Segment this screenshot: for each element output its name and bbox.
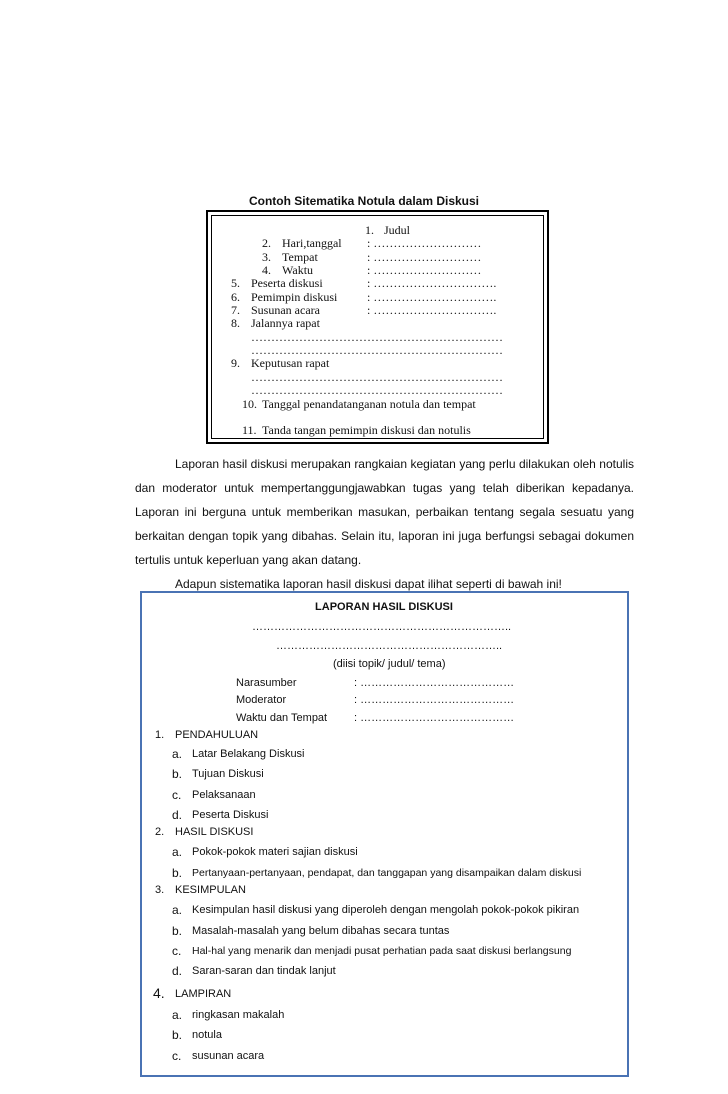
- notula-item-num: 2.: [262, 236, 271, 250]
- item-letter: d.: [172, 808, 183, 822]
- notula-item-label: Tanda tangan pemimpin diskusi dan notulis: [262, 423, 471, 437]
- notula-item-label: Jalannya rapat: [251, 316, 320, 330]
- item-letter: a.: [172, 747, 183, 761]
- item-letter: c.: [172, 944, 182, 958]
- item-letter: c.: [172, 1049, 182, 1063]
- notula-item-label: Judul: [384, 223, 411, 237]
- notula-item-fill: : ………………………: [367, 250, 482, 264]
- notula-dots-line: ………………………………………………………: [251, 330, 503, 344]
- item-text: Kesimpulan hasil diskusi yang diperoleh dengan mengolah pokok-pokok pikiran: [192, 904, 580, 916]
- item-text: Pokok-pokok materi sajian diskusi: [192, 846, 358, 858]
- section-num: 4.: [153, 985, 165, 1001]
- item-letter: a.: [172, 845, 183, 859]
- notula-item-label: Peserta diskusi: [251, 276, 323, 290]
- notula-dots-line: ………………………………………………………: [251, 383, 503, 397]
- item-text: Hal-hal yang menarik dan menjadi pusat perhatian pada saat diskusi berlangsung: [192, 945, 572, 957]
- item-letter: c.: [172, 788, 182, 802]
- item-text: Saran-saran dan tindak lanjut: [192, 965, 336, 977]
- item-letter: b.: [172, 1028, 183, 1042]
- notula-title: Contoh Sitematika Notula dalam Diskusi: [248, 194, 480, 208]
- section-num: 2.: [155, 826, 165, 838]
- item-text: Peserta Diskusi: [192, 809, 269, 821]
- notula-item-num: 10.: [242, 397, 257, 411]
- notula-dots-line: ………………………………………………………: [251, 370, 503, 384]
- item-letter: a.: [172, 903, 183, 917]
- section-title: LAMPIRAN: [175, 988, 232, 1000]
- notula-item-num: 5.: [231, 276, 240, 290]
- notula-dots-line: ………………………………………………………: [251, 343, 503, 357]
- field-fill: : ……………………………………: [354, 677, 515, 689]
- notula-item-label: Susunan acara: [251, 303, 320, 317]
- notula-item-label: Waktu: [282, 263, 314, 277]
- item-letter: b.: [172, 924, 183, 938]
- item-text: Pertanyaan-pertanyaan, pendapat, dan tanggapan yang disampaikan dalam diskusi: [192, 867, 582, 879]
- item-text: Tujuan Diskusi: [192, 768, 264, 780]
- item-letter: d.: [172, 964, 183, 978]
- laporan-title: LAPORAN HASIL DISKUSI: [315, 601, 453, 613]
- section-num: 3.: [155, 884, 165, 896]
- notula-item-num: 9.: [231, 356, 240, 370]
- notula-item-label: Pemimpin diskusi: [251, 290, 338, 304]
- field-fill: : ……………………………………: [354, 712, 515, 724]
- item-text: susunan acara: [192, 1050, 265, 1062]
- notula-item-num: 1.: [365, 223, 374, 237]
- item-text: notula: [192, 1029, 222, 1041]
- laporan-description: [135, 452, 634, 596]
- notula-item-num: 11.: [242, 423, 257, 437]
- field-label: Narasumber: [236, 677, 297, 689]
- notula-item-num: 7.: [231, 303, 240, 317]
- notula-item-label: Tempat: [282, 250, 318, 264]
- notula-item-num: 6.: [231, 290, 240, 304]
- notula-item-fill: : ………………………: [367, 263, 482, 277]
- item-text: Latar Belakang Diskusi: [192, 748, 305, 760]
- notula-item-label: Keputusan rapat: [251, 356, 330, 370]
- notula-item-fill: : ………………………: [367, 236, 482, 250]
- paragraph-2: Adapun sistematika laporan hasil diskusi dapat ilihat seperti di bawah ini!: [175, 577, 562, 591]
- laporan-dots-line: ……………………………………………………………..: [252, 621, 512, 633]
- notula-item-fill: : ………………………….: [367, 303, 497, 317]
- notula-item-fill: : ………………………….: [367, 290, 497, 304]
- notula-item-num: 3.: [262, 250, 271, 264]
- item-text: ringkasan makalah: [192, 1009, 285, 1021]
- notula-item-label: Hari,tanggal: [282, 236, 342, 250]
- laporan-dots-line: ……………………………………………………..: [276, 640, 503, 652]
- item-letter: b.: [172, 866, 183, 880]
- paragraph-1: Laporan hasil diskusi merupakan rangkaian kegiatan yang perlu dilakukan oleh notulis dan moderator untuk mempertanggungjawabkan tugas yang telah diberikan kepadanya. Laporan ini berguna untuk memberikan masukan, perbaikan tentang segala sesuatu yang berkaitan dengan topik yang dibahas. Selain itu, laporan ini juga berfungsi sebagai dokumen tertulis untuk keperluan yang akan datang.: [135, 457, 634, 567]
- section-num: 1.: [155, 729, 165, 741]
- laporan-subtitle: (diisi topik/ judul/ tema): [333, 658, 446, 670]
- section-title: HASIL DISKUSI: [175, 826, 254, 838]
- section-title: PENDAHULUAN: [175, 729, 259, 741]
- item-letter: b.: [172, 767, 183, 781]
- field-label: Moderator: [236, 694, 287, 706]
- field-fill: : ……………………………………: [354, 694, 515, 706]
- notula-item-label: Tanggal penandatanganan notula dan tempat: [262, 397, 476, 411]
- notula-item-fill: : ………………………….: [367, 276, 497, 290]
- item-letter: a.: [172, 1008, 183, 1022]
- item-text: Pelaksanaan: [192, 789, 256, 801]
- notula-item-num: 8.: [231, 316, 240, 330]
- field-label: Waktu dan Tempat: [236, 712, 328, 724]
- section-title: KESIMPULAN: [175, 884, 246, 896]
- notula-item-num: 4.: [262, 263, 271, 277]
- item-text: Masalah-masalah yang belum dibahas secara tuntas: [192, 925, 450, 937]
